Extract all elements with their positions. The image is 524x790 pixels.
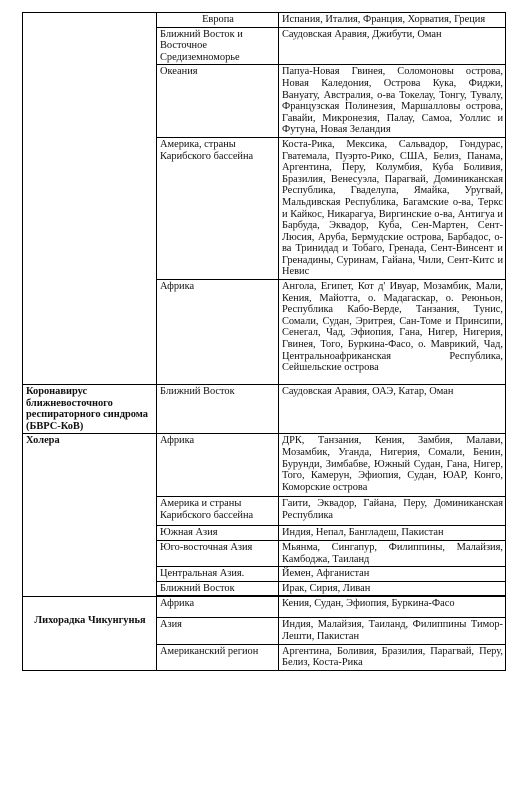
region-cell: Африка bbox=[157, 596, 279, 618]
countries-cell: Ангола, Египет, Кот д' Ивуар, Мозамбик, Мали, Кения, Майотта, о. Мадагаскар, о. Реюньон, Республика Кабо-Верде, Танзания, Тунис, Сомали, Судан, Эритрея, Сан-Томе и Принсипи, Сенегал, Чад, Эфиопия, Гана, Нигер, Нигерия, Гвинея, Того, Буркина-Фасо, о. Маврикий, Чад, Центральноафриканская Республика, Сейшельские острова bbox=[279, 280, 506, 385]
region-cell: Южная Азия bbox=[157, 526, 279, 541]
table-row bbox=[23, 434, 506, 497]
region-cell: Америка и страны Карибского бассейна bbox=[157, 497, 279, 526]
region-cell: Океания bbox=[157, 65, 279, 138]
region-cell: Европа bbox=[157, 13, 279, 28]
region-cell: Ближний Восток bbox=[157, 385, 279, 434]
countries-cell: Индия, Малайзия, Таиланд, Филиппины Тимор-Лешти, Пакистан bbox=[279, 618, 506, 644]
countries-cell: Коста-Рика, Мексика, Сальвадор, Гондурас, Гватемала, Пуэрто-Рико, США, Белиз, Панама, Аргентина, Перу, Колумбия, Куба Боливия, Бразилия, Венесуэла, Парагвай, Доминиканская Республика, Гваделупа, Ямайка, Уругвай, Мальдивская Республика, Багамские о-ва, Теркс и Кайкос, Никарагуа, Виргинские о-ва, Антигуа и Барбуда, Эквадор, Куба, Сен-Мартен, Сент-Люсия, Аруба, Бермудские острова, Барбадос, о-ва Тринидад и Тобаго, Гренада, Сент-Винсент и Гренадины, Суринам, Гайана, Чили, Сент-Китс и Невис bbox=[279, 137, 506, 279]
countries-cell: Кения, Судан, Эфиопия, Буркина-Фасо bbox=[279, 596, 506, 618]
region-cell: Американский регион bbox=[157, 644, 279, 670]
countries-cell: Индия, Непал, Бангладеш, Пакистан bbox=[279, 526, 506, 541]
countries-cell: Саудовская Аравия, ОАЭ, Катар, Оман bbox=[279, 385, 506, 434]
region-cell: Ближний Восток bbox=[157, 581, 279, 596]
countries-cell: Папуа-Новая Гвинея, Соломоновы острова, Новая Каледония, Острова Кука, Фиджи, Вануату, Австралия, о-ва Токелау, Тонгу, Тувалу, Французская Полинезия, Маршалловы острова, Гавайи, Микронезия, Палау, Самоа, Уоллис и Футуна, Новая Зеландия bbox=[279, 65, 506, 138]
countries-cell: Гаити, Эквадор, Гайана, Перу, Доминиканская Республика bbox=[279, 497, 506, 526]
disease-cell: Лихорадка Чикунгунья bbox=[23, 596, 157, 670]
countries-cell: Аргентина, Боливия, Бразилия, Парагвай, Перу, Белиз, Коста-Рика bbox=[279, 644, 506, 670]
region-cell: Африка bbox=[157, 280, 279, 385]
countries-table bbox=[22, 12, 506, 671]
disease-cell: Коронавирус ближневосточного респираторного синдрома (БВРС-КоВ) bbox=[23, 385, 157, 434]
countries-cell: ДРК, Танзания, Кения, Замбия, Малави, Мозамбик, Уганда, Нигерия, Сомали, Бенин, Бурунди, Зимбабве, Южный Судан, Гана, Нигер, Того, Камерун, Эфиопия, Судан, ЮАР, Конго, Коморские острова bbox=[279, 434, 506, 497]
region-cell: Азия bbox=[157, 618, 279, 644]
region-cell: Ближний Восток и Восточное Средиземноморье bbox=[157, 27, 279, 65]
region-cell: Центральная Азия. bbox=[157, 567, 279, 582]
countries-cell: Ирак, Сирия, Ливан bbox=[279, 581, 506, 596]
table-row bbox=[23, 13, 506, 28]
disease-cell: Холера bbox=[23, 434, 157, 596]
table-row bbox=[23, 596, 506, 618]
countries-cell: Саудовская Аравия, Джибути, Оман bbox=[279, 27, 506, 65]
disease-cell bbox=[23, 13, 157, 385]
region-cell: Америка, страны Карибского бассейна bbox=[157, 137, 279, 279]
countries-cell: Мьянма, Сингапур, Филиппины, Малайзия, Камбоджа, Таиланд bbox=[279, 541, 506, 567]
countries-cell: Испания, Италия, Франция, Хорватия, Греция bbox=[279, 13, 506, 28]
region-cell: Юго-восточная Азия bbox=[157, 541, 279, 567]
region-cell: Африка bbox=[157, 434, 279, 497]
table-row bbox=[23, 385, 506, 434]
countries-cell: Йемен, Афганистан bbox=[279, 567, 506, 582]
